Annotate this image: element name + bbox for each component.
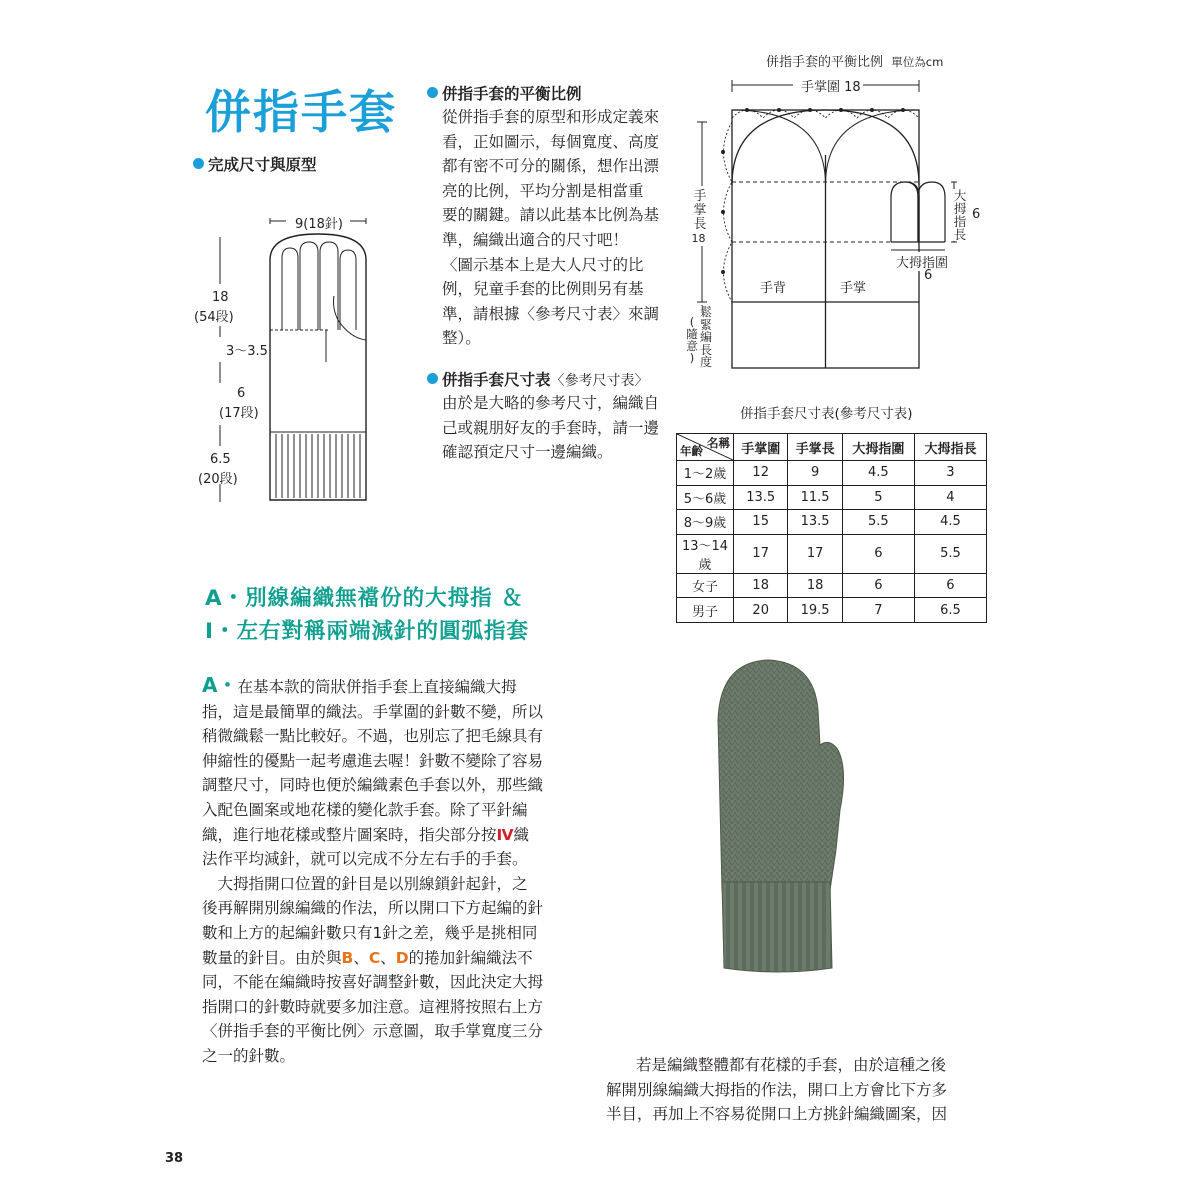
- thumb-circ-label: 大拇指圍: [896, 252, 948, 271]
- text-line: 亮的比例，平均分割是相當重: [442, 181, 644, 200]
- table-cell: 8～9歲: [677, 510, 734, 535]
- text-line: 伸縮性的優點一起考慮進去喔！針數不變除了容易: [202, 751, 544, 770]
- table-row: [677, 573, 987, 598]
- text-line: [202, 946, 547, 971]
- table-cell: 18: [734, 573, 788, 598]
- corner-top-label: 名稱: [707, 436, 730, 450]
- cuff-note-char: (: [689, 315, 695, 329]
- text-line: 半目，再加上不容易從開口上方挑針編織圖案，因: [606, 1105, 948, 1124]
- lead-mark: A・: [202, 673, 238, 697]
- section-title-line2: I・左右對稱兩端減針的圓弧指套: [205, 619, 530, 644]
- separator: 、: [353, 948, 369, 967]
- cuff-note-char: 隨: [686, 327, 698, 341]
- cuff-note-char: 意: [686, 339, 698, 353]
- table-header-row: [677, 434, 987, 461]
- text-line: 調整尺寸，同時也便於編織素色手套以外，那些織: [202, 776, 544, 795]
- table-cell: 男子: [677, 598, 734, 623]
- table-cell: 6: [914, 573, 986, 598]
- cuff-note-label: [686, 316, 698, 364]
- text-line: 若是編織整體都有花樣的手套，由於這種之後: [636, 1056, 947, 1074]
- section-title: [205, 582, 529, 648]
- text-line: 準，編織出適合的尺寸吧！: [442, 230, 629, 249]
- page-number: 38: [165, 1151, 184, 1166]
- table-cell: 13～14歲: [677, 534, 734, 573]
- dim-length: 18: [212, 290, 229, 305]
- bullet-icon: [193, 158, 204, 169]
- table-cell: 4.5: [842, 461, 914, 486]
- text-line-content: 在基本款的筒狀併指手套上直接編織大拇: [237, 678, 517, 696]
- thumb-length-label: [953, 189, 967, 241]
- text-line-content: 數量的針目。由於與: [202, 948, 342, 967]
- text-line: 入配色圖案或地花樣的變化款手套。除了平針編: [202, 800, 528, 819]
- technique-mark: D: [395, 948, 409, 967]
- table-cell: 5: [842, 485, 914, 510]
- table-cell: 12: [734, 461, 788, 486]
- mitten-photo: [690, 650, 870, 990]
- table-cell: 13.5: [734, 485, 788, 510]
- table-cell: 9: [788, 461, 842, 486]
- back-label: 手背: [760, 281, 787, 296]
- text-line: 整）。: [442, 329, 481, 348]
- text-line: 由於是大略的參考尺寸，編織自: [442, 394, 660, 412]
- cuff-length-label: [699, 306, 713, 369]
- table-row: [677, 510, 987, 535]
- palm-label: 手掌: [840, 281, 867, 296]
- text-line: 看，正如圖示，每個寬度、高度: [442, 132, 660, 151]
- table-cell: 17: [788, 534, 842, 573]
- thumb-length-char: 長: [953, 227, 967, 242]
- table-header: 手掌長: [788, 434, 842, 461]
- table-cell: 19.5: [788, 598, 842, 623]
- technique-mark: C: [368, 948, 381, 967]
- text-line: 〈圖示基本上是大人尺寸的比: [442, 255, 644, 274]
- text-line: 法作平均減針，就可以完成不分左右手的手套。: [202, 850, 528, 869]
- cuff-length-char: 鬆: [699, 305, 712, 319]
- finished-size-heading: [193, 153, 317, 175]
- table-cell: 18: [788, 573, 842, 598]
- text-line: 之一的針數。: [202, 1046, 296, 1065]
- palm-length-char: 手: [693, 189, 707, 204]
- dim-mid: 6: [237, 386, 246, 401]
- palm-length-char: 掌: [693, 203, 707, 218]
- palm-length-value: 18: [691, 232, 706, 245]
- balance-heading-text: 併指手套的平衡比例: [442, 85, 582, 103]
- text-line: 確認預定尺寸一邊編織。: [442, 443, 613, 462]
- dim-width: 9(18針): [295, 217, 343, 232]
- table-cell: 15: [734, 510, 788, 535]
- bullet-icon: [427, 373, 438, 384]
- size-heading: [427, 368, 649, 390]
- text-line: 準，請根據〈參考尺寸表〉來調: [442, 304, 660, 323]
- thumb-length-value: 6: [972, 207, 981, 222]
- table-cell: 1～2歲: [677, 461, 734, 486]
- dim-length-rows: (54段): [194, 310, 234, 325]
- text-line: 數和上方的起編針數只有1針之差，幾乎是挑相同: [202, 923, 538, 942]
- cuff-length-char: 長: [699, 342, 712, 357]
- text-line-content: 的捲加針編織法不: [408, 948, 533, 967]
- palm-length-char: 長: [693, 217, 707, 232]
- text-line: [202, 823, 547, 848]
- table-row: [677, 461, 987, 486]
- caption-text: [606, 1053, 956, 1127]
- text-line: 要的關鍵。請以此基本比例為基: [442, 206, 660, 225]
- dim-mid-rows: (17段): [219, 406, 259, 421]
- table-cell: 5.5: [842, 510, 914, 535]
- text-line: 同，不能在編織時按喜好調整針數，因此決定大拇: [202, 973, 544, 992]
- thumb-length-char: 指: [953, 214, 967, 229]
- section-title-line1: A・別線編織無襠份的大拇指 ＆: [205, 586, 524, 611]
- palm-circ-label: 手掌圍 18: [798, 76, 864, 95]
- table-row: [677, 598, 987, 623]
- table-cell: 女子: [677, 573, 734, 598]
- cuff-length-char: 度: [699, 355, 712, 369]
- cuff-note-char: ): [689, 351, 695, 365]
- unit-note: 單位為cm: [891, 55, 944, 69]
- palm-length-label: [693, 190, 707, 246]
- thumb-length-char: 大: [953, 188, 967, 203]
- cuff-length-char: 緊: [699, 317, 712, 332]
- balance-diagram-title-text: 併指手套的平衡比例: [766, 55, 884, 70]
- table-header: 大拇指長: [914, 434, 986, 461]
- finished-size-heading-text: 完成尺寸與原型: [208, 156, 317, 174]
- table-cell: 6: [842, 573, 914, 598]
- text-line: 指開口的針數時就要多加注意。這裡將按照右上方: [202, 997, 544, 1016]
- text-line: 例，兒童手套的比例則另有基: [442, 280, 644, 299]
- table-cell: 20: [734, 598, 788, 623]
- table-cell: 4.5: [914, 510, 986, 535]
- size-heading-text: 併指手套尺寸表: [442, 371, 551, 389]
- table-header: 手掌圍: [734, 434, 788, 461]
- dim-thumb-gap: 3～3.5: [226, 344, 268, 359]
- table-cell: 5～6歲: [677, 485, 734, 510]
- balance-heading: [427, 82, 582, 104]
- page-title: 併指手套: [205, 85, 397, 139]
- table-row: [677, 485, 987, 510]
- text-line: 〈併指手套的平衡比例〉示意圖，取手掌寬度三分: [202, 1022, 544, 1041]
- size-text: [442, 391, 667, 465]
- text-line: 後再解開別線編織的作法，所以開口下方起編的針: [202, 899, 544, 918]
- table-cell: 4: [914, 485, 986, 510]
- text-line-content: 織，進行地花樣或整片圖案時，指尖部分按: [202, 825, 497, 844]
- dim-cuff: 6.5: [210, 452, 231, 467]
- table-cell: 13.5: [788, 510, 842, 535]
- bullet-icon: [427, 87, 438, 98]
- technique-mark: B: [341, 948, 354, 967]
- table-cell: 11.5: [788, 485, 842, 510]
- table-cell: 5.5: [914, 534, 986, 573]
- text-line: 稍微織鬆一點比較好。不過，也別忘了把毛線具有: [202, 727, 544, 746]
- size-table: [676, 433, 987, 623]
- size-table-title: 併指手套尺寸表(參考尺寸表): [740, 406, 913, 422]
- table-corner-cell: [677, 434, 734, 461]
- table-row: [677, 534, 987, 573]
- text-line: 都有密不可分的關係，想作出漂: [442, 157, 660, 176]
- balance-text: [442, 105, 667, 351]
- table-cell: 6.5: [914, 598, 986, 623]
- article-body: [202, 673, 547, 1069]
- text-line: 從併指手套的原型和形成定義來: [442, 108, 660, 126]
- text-line-content: 織: [513, 825, 530, 844]
- table-cell: 3: [914, 461, 986, 486]
- size-heading-note: 〈參考尺寸表〉: [550, 373, 649, 389]
- thumb-circ-value: 6: [924, 268, 933, 283]
- text-line: 大拇指開口位置的針目是以別線鎖針起針，之: [202, 874, 528, 893]
- separator: 、: [380, 948, 396, 967]
- cuff-length-char: 編: [699, 330, 712, 344]
- corner-bottom-label: 年齡: [680, 444, 703, 458]
- text-line: [202, 673, 547, 700]
- text-line: 己或親朋好友的手套時，請一邊: [442, 418, 660, 437]
- dim-cuff-rows: (20段): [198, 472, 238, 487]
- table-cell: 6: [842, 534, 914, 573]
- text-line: 解開別線編織大拇指的作法，開口上方會比下方多: [606, 1080, 948, 1099]
- table-cell: 7: [842, 598, 914, 623]
- table-header: 大拇指圍: [842, 434, 914, 461]
- technique-mark: Ⅳ: [496, 825, 514, 844]
- thumb-length-char: 拇: [953, 201, 967, 216]
- table-cell: 17: [734, 534, 788, 573]
- text-line: 指，這是最簡單的織法。手掌圍的針數不變，所以: [202, 702, 544, 721]
